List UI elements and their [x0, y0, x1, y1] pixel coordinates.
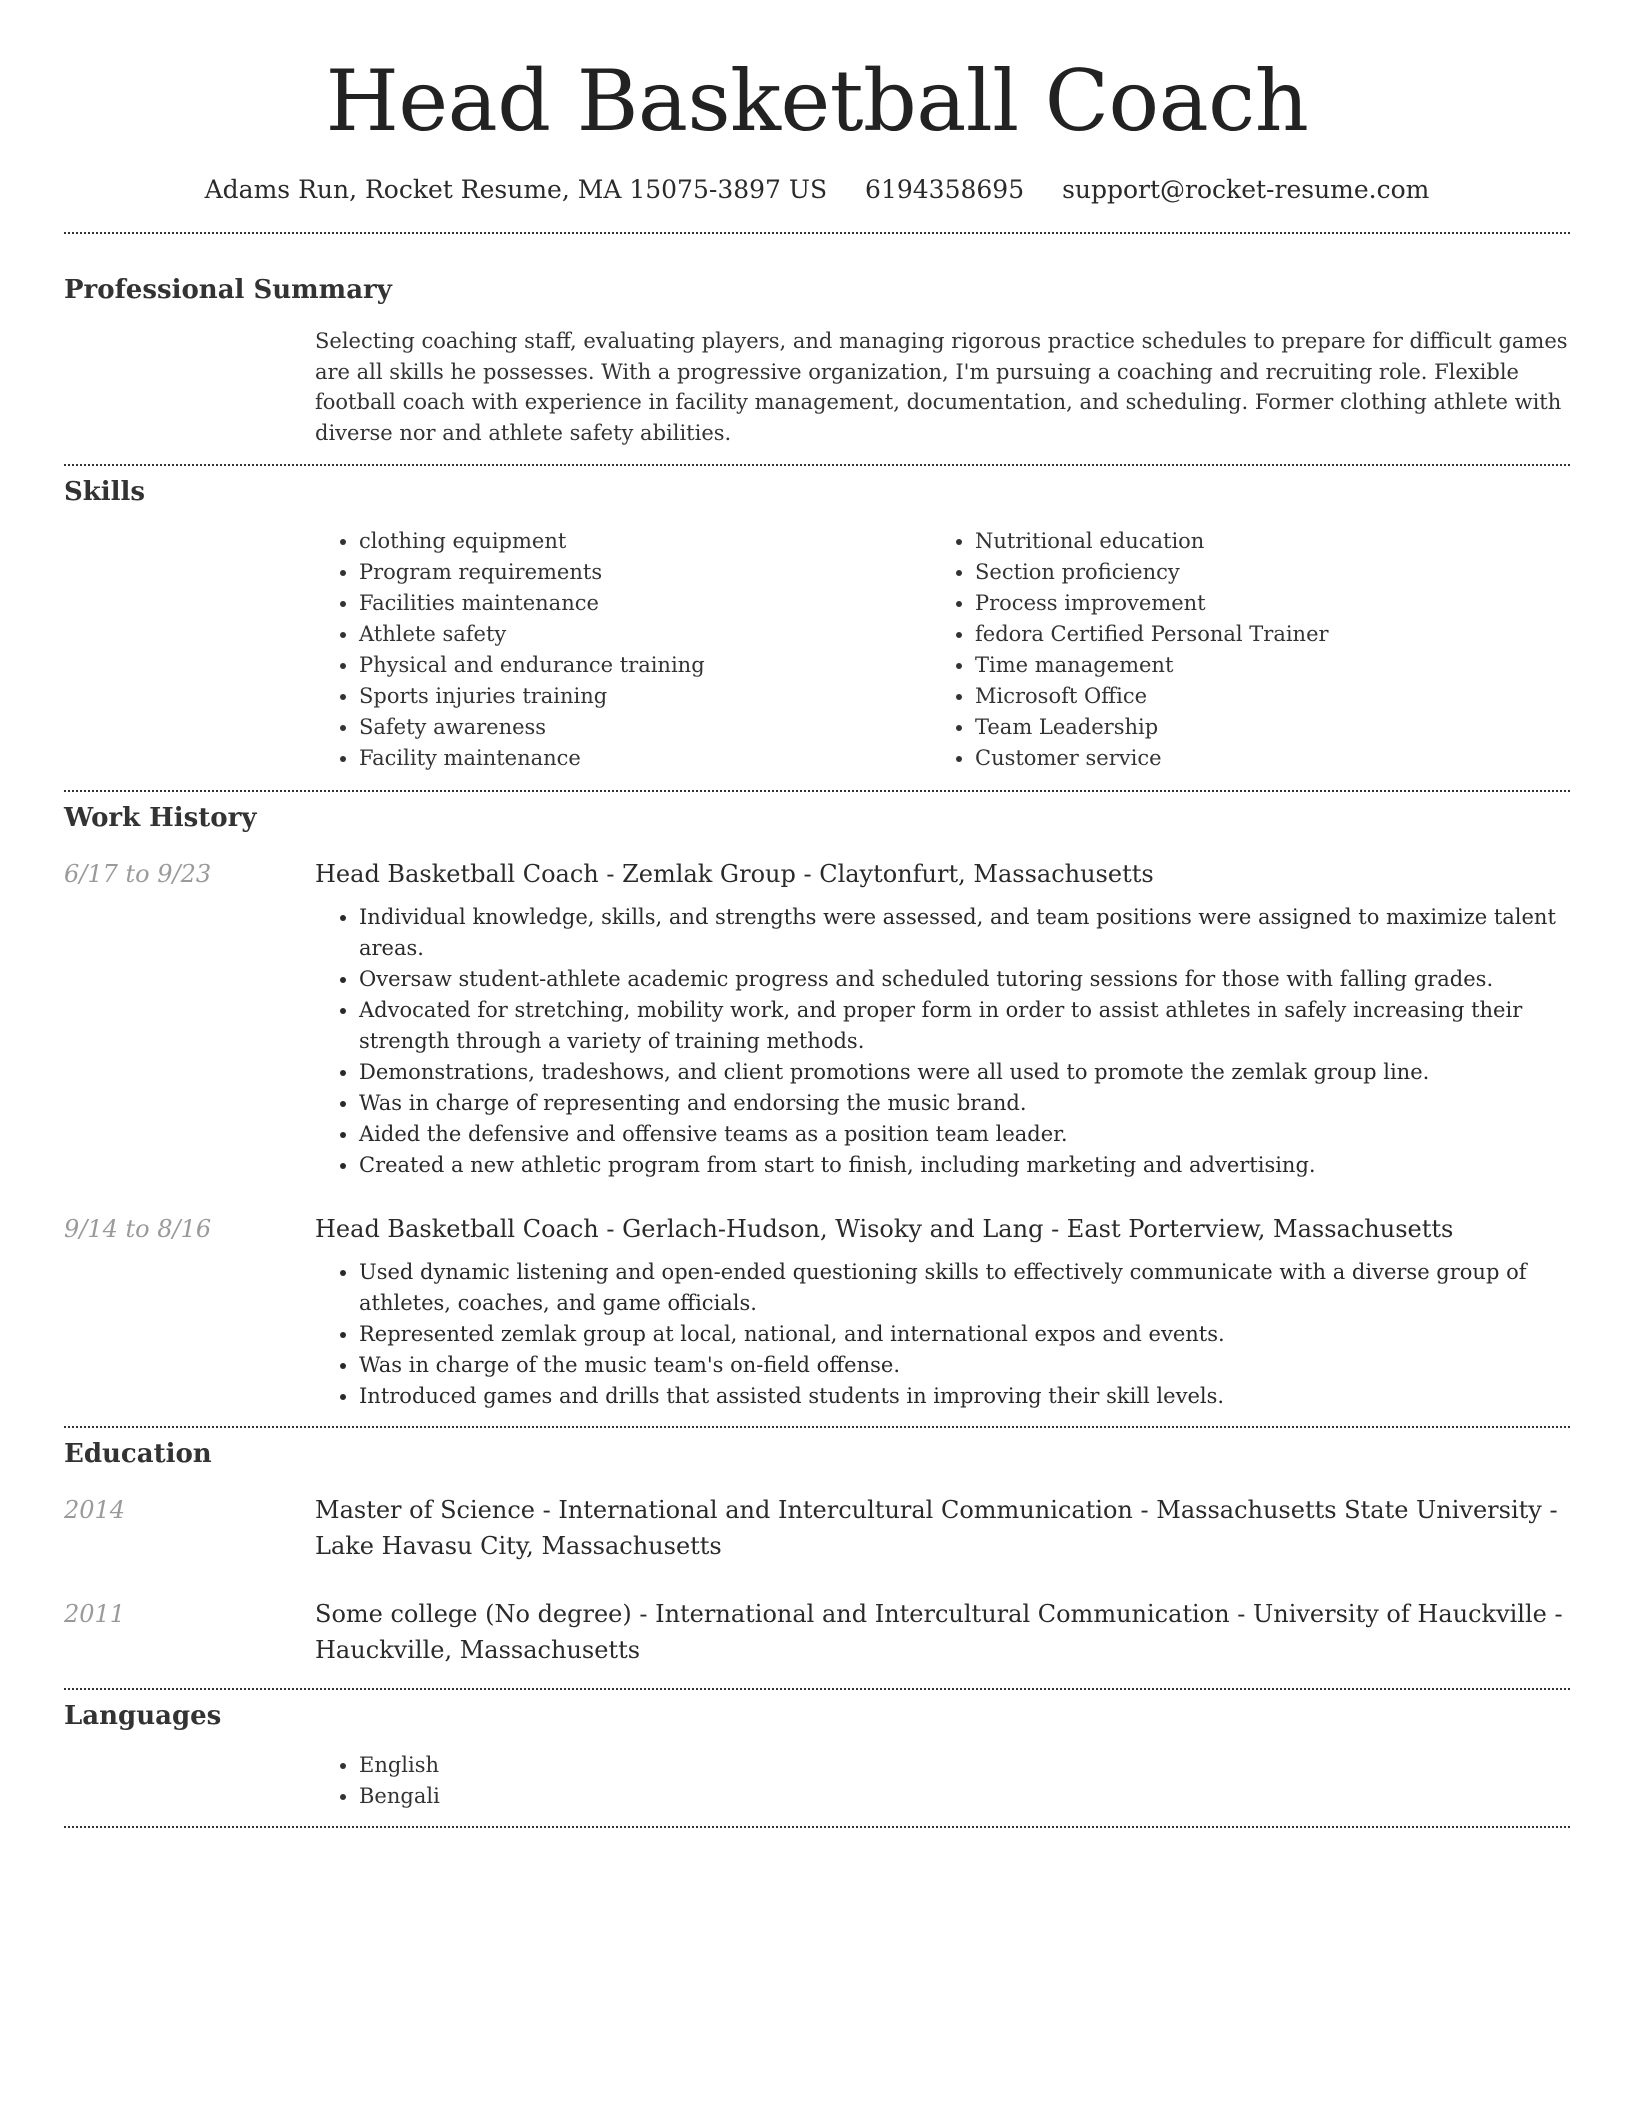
work-title: Work History	[64, 803, 257, 833]
language-item: • English	[359, 1750, 1570, 1781]
job-heading: Head Basketball Coach - Zemlak Group - Claytonfurt, Massachusetts	[315, 860, 1154, 888]
education-heading: Master of Science - International and Intercultural Communication - Massachusetts State University - Lake Havasu City, Massachusetts	[315, 1496, 1558, 1560]
skill-item: • Safety awareness	[359, 712, 931, 743]
candidate-name: Head Basketball Coach	[325, 52, 1309, 150]
skill-item: • Sports injuries training	[359, 681, 931, 712]
resume-page	[64, 0, 1570, 1828]
languages-list	[315, 1750, 1570, 1812]
job-bullet: • Was in charge of representing and endorsing the music brand.	[359, 1088, 1570, 1119]
contact-line	[64, 174, 1570, 206]
education-title: Education	[64, 1439, 212, 1469]
job-bullet: • Demonstrations, tradeshows, and client promotions were all used to promote the zemlak group line.	[359, 1057, 1570, 1088]
job-bullets	[315, 902, 1570, 1181]
skill-item: • Athlete safety	[359, 619, 931, 650]
job-bullet: • Individual knowledge, skills, and strengths were assessed, and team positions were assigned to maximize talent areas.	[359, 902, 1570, 964]
skills-list-right	[931, 526, 1547, 774]
education-entry	[64, 1492, 1570, 1564]
summary-text: Selecting coaching staff, evaluating players, and managing rigorous practice schedules to prepare for difficult games are all skills he possesses. With a progressive organization, I'm pursuing a coaching and recruiting role. Flexible football coach with experience in facility management, documentation, and scheduling. Former clothing athlete with diverse nor and athlete safety abilities.	[315, 329, 1568, 445]
contact-phone: 6194358695	[865, 175, 1025, 204]
skill-item: • Team Leadership	[975, 712, 1547, 743]
job-dates: 9/14 to 8/16	[64, 1215, 212, 1243]
skill-item: • Facility maintenance	[359, 743, 931, 774]
education-year: 2014	[64, 1496, 126, 1524]
education-section	[64, 1428, 1570, 1668]
contact-address: Adams Run, Rocket Resume, MA 15075-3897 US	[204, 175, 828, 204]
education-heading: Some college (No degree) - International and Intercultural Communication - University of Hauckville - Hauckville, Massachusetts	[315, 1600, 1563, 1664]
job-entry	[64, 1211, 1570, 1412]
skill-item: • fedora Certified Personal Trainer	[975, 619, 1547, 650]
skills-title: Skills	[64, 477, 146, 507]
education-entry	[64, 1596, 1570, 1668]
skill-item: • Microsoft Office	[975, 681, 1547, 712]
summary-title: Professional Summary	[64, 275, 392, 305]
skills-list-left	[315, 526, 931, 774]
job-bullet: • Created a new athletic program from start to finish, including marketing and advertising.	[359, 1150, 1570, 1181]
languages-title: Languages	[64, 1701, 222, 1731]
job-bullet: • Was in charge of the music team's on-field offense.	[359, 1350, 1570, 1381]
job-bullet: • Aided the defensive and offensive teams as a position team leader.	[359, 1119, 1570, 1150]
job-bullets	[315, 1257, 1570, 1412]
language-item: • Bengali	[359, 1781, 1570, 1812]
job-bullet: • Introduced games and drills that assisted students in improving their skill levels.	[359, 1381, 1570, 1412]
job-entry	[64, 856, 1570, 1181]
skill-item: • Section proficiency	[975, 557, 1547, 588]
job-bullet: • Represented zemlak group at local, national, and international expos and events.	[359, 1319, 1570, 1350]
skill-item: • Process improvement	[975, 588, 1547, 619]
skill-item: • Customer service	[975, 743, 1547, 774]
skill-item: • Nutritional education	[975, 526, 1547, 557]
job-bullet: • Oversaw student-athlete academic progress and scheduled tutoring sessions for those with falling grades.	[359, 964, 1570, 995]
skill-item: • clothing equipment	[359, 526, 931, 557]
skill-item: • Facilities maintenance	[359, 588, 931, 619]
job-heading: Head Basketball Coach - Gerlach-Hudson, Wisoky and Lang - East Porterview, Massachusetts	[315, 1215, 1454, 1243]
summary-section	[64, 234, 1570, 448]
work-section	[64, 792, 1570, 1412]
languages-section	[64, 1690, 1570, 1812]
contact-email: support@rocket-resume.com	[1062, 175, 1430, 204]
education-year: 2011	[64, 1600, 126, 1628]
section-divider	[64, 1826, 1570, 1828]
job-dates: 6/17 to 9/23	[64, 860, 212, 888]
skill-item: • Time management	[975, 650, 1547, 681]
skills-section	[64, 466, 1570, 774]
job-bullet: • Used dynamic listening and open-ended questioning skills to effectively communicate with a diverse group of athletes, coaches, and game officials.	[359, 1257, 1570, 1319]
skill-item: • Physical and endurance training	[359, 650, 931, 681]
skill-item: • Program requirements	[359, 557, 931, 588]
job-bullet: • Advocated for stretching, mobility work, and proper form in order to assist athletes in safely increasing their strength through a variety of training methods.	[359, 995, 1570, 1057]
